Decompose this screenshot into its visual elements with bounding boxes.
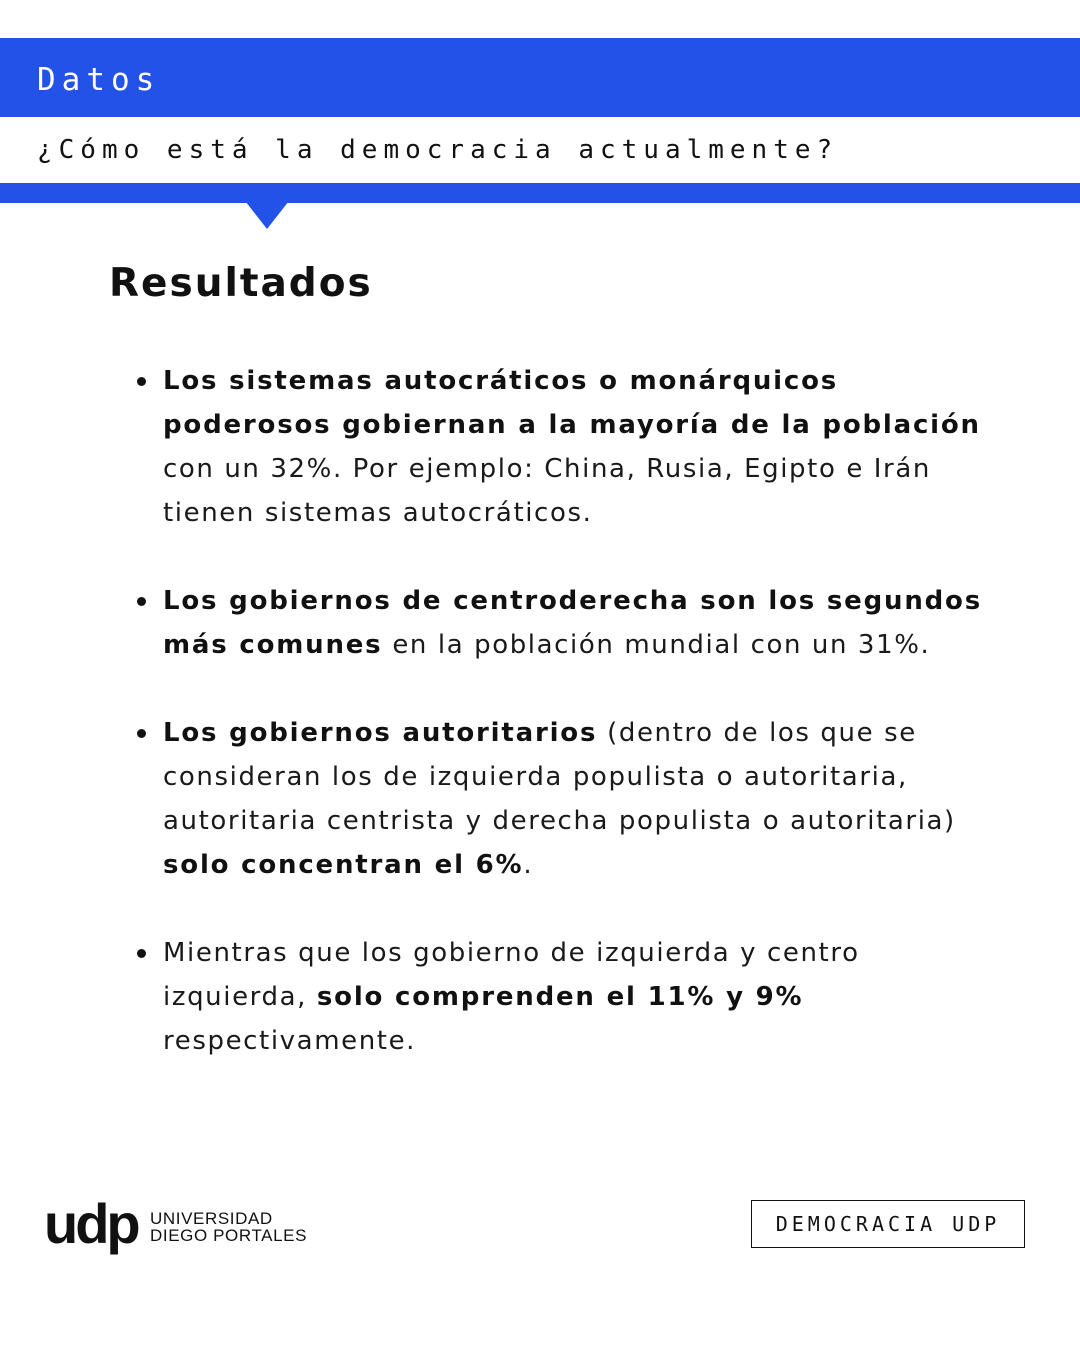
bullet-text-bold: Los gobiernos de centroderecha son los segundos más comunes (163, 586, 982, 660)
list-item (133, 711, 983, 887)
header-label: Datos (37, 62, 161, 98)
list-item (133, 931, 983, 1063)
header-bar (0, 38, 1080, 117)
logo-line-1: UNIVERSIDAD (150, 1209, 273, 1228)
logo-text (150, 1210, 350, 1244)
logo-mark: udp (44, 1192, 138, 1255)
bullet-text: respectivamente. (163, 1026, 417, 1056)
divider-bar (0, 183, 1080, 203)
header-subtitle: ¿Cómo está la democracia actualmente? (37, 135, 839, 165)
democracia-udp-tag: DEMOCRACIA UDP (751, 1200, 1025, 1248)
bullet-text: en la población mundial con un 31%. (382, 630, 931, 660)
bullet-text: con un 32%. Por ejemplo: China, Rusia, Egipto e Irán tienen sistemas autocráticos. (163, 454, 931, 528)
bullet-text: Mientras que los gobierno de izquierda y centro izquierda, (163, 938, 860, 1012)
chevron-down-icon (231, 183, 303, 229)
bullet-text: (dentro de los que se consideran los de izquierda populista o autoritaria, autoritaria centrista y derecha populista o autoritaria) (163, 718, 956, 836)
bullet-text-bold: Los sistemas autocráticos o monárquicos poderosos gobiernan a la mayoría de la población (163, 366, 981, 440)
list-item (133, 579, 983, 667)
bullet-text-bold: Los gobiernos autoritarios (163, 718, 598, 748)
bullet-text: . (523, 850, 534, 880)
bullet-text-bold: solo comprenden el 11% y 9% (316, 982, 804, 1012)
bullet-text-bold: solo concentran el 6% (163, 850, 524, 880)
list-item (133, 359, 983, 535)
logo-line-2: DIEGO PORTALES (150, 1226, 308, 1245)
section-title: Resultados (109, 261, 373, 306)
results-list (133, 359, 983, 1107)
